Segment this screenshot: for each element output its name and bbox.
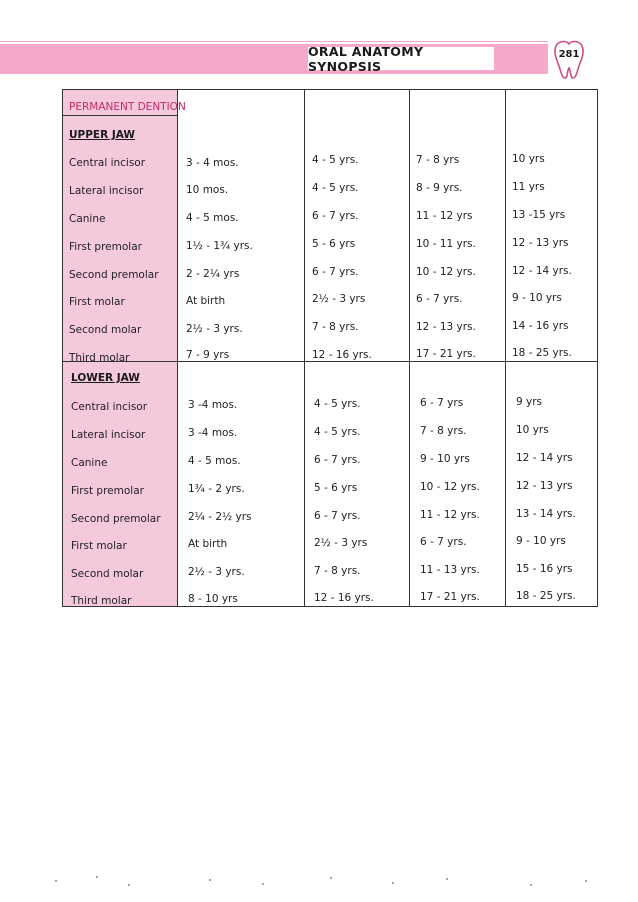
table-cell: At birth [186,295,226,307]
table-cell: 9 - 10 yrs [420,453,470,465]
table-cell: 4 - 5 mos. [188,455,241,467]
table-cell: 7 - 8 yrs. [420,425,467,437]
header-rule [0,41,548,42]
upper-jaw-heading: UPPER JAW [69,129,135,141]
eruption-table [62,89,598,607]
tooth-name: Second molar [69,324,142,336]
table-cell: 17 - 21 yrs. [420,591,480,603]
table-cell: 8 - 10 yrs [188,593,238,605]
scan-speck [262,883,264,885]
scan-speck [96,876,98,878]
table-cell: 17 - 21 yrs. [416,348,476,360]
table-cell: 2½ - 3 yrs [312,293,366,305]
tooth-name: Lateral incisor [69,185,144,197]
table-cell: 3 -4 mos. [188,427,238,439]
tooth-name: First molar [69,296,125,308]
table-cell: 3 -4 mos. [188,399,238,411]
scan-speck [530,884,532,886]
table-cell: 12 - 16 yrs. [312,349,372,361]
table-cell: 11 - 13 yrs. [420,564,480,576]
table-cell: 4 - 5 yrs. [312,154,359,166]
table-cell: 9 - 10 yrs [516,535,566,547]
lower-jaw-heading: LOWER JAW [71,372,140,384]
table-cell: 10 yrs [512,153,545,165]
column-divider [177,90,178,606]
table-cell: 9 yrs [516,396,543,408]
tooth-name: Central incisor [71,401,148,413]
table-cell: 6 - 7 yrs. [420,536,467,548]
title-divider [63,115,177,116]
scan-speck [209,879,211,881]
table-cell: 7 - 8 yrs. [312,321,359,333]
table-cell: 14 - 16 yrs [512,320,569,332]
tooth-name: First premolar [71,485,144,497]
page-number: 281 [558,49,580,60]
scan-speck [330,877,332,879]
table-cell: 6 - 7 yrs. [416,293,463,305]
column-divider [409,90,410,606]
table-cell: 13 -15 yrs [512,209,566,221]
table-cell: 12 - 14 yrs. [512,265,572,277]
header-title-box [308,43,494,74]
table-cell: 2¼ - 2½ yrs [188,511,252,523]
column-divider [505,90,506,606]
tooth-name: Central incisor [69,157,146,169]
table-cell: 5 - 6 yrs [312,238,356,250]
table-cell: 2½ - 3 yrs. [186,323,243,335]
table-cell: 11 yrs [512,181,545,193]
scan-speck [446,878,448,880]
tooth-name: Lateral incisor [71,429,146,441]
table-cell: 10 - 12 yrs. [420,481,480,493]
tooth-name: First molar [71,540,127,552]
table-cell: 5 - 6 yrs [314,482,358,494]
table-cell: 10 - 11 yrs. [416,238,476,250]
table-cell: 7 - 8 yrs. [314,565,361,577]
scan-speck [392,882,394,884]
tooth-name: Canine [69,213,106,225]
table-cell: 7 - 8 yrs [416,154,460,166]
table-cell: 1¾ - 2 yrs. [188,483,245,495]
table-cell: 10 - 12 yrs. [416,266,476,278]
tooth-name: Third molar [69,352,130,364]
table-cell: 13 - 14 yrs. [516,508,576,520]
table-cell: 4 - 5 yrs. [314,398,361,410]
table-cell: 4 - 5 mos. [186,212,239,224]
table-cell: 12 - 13 yrs. [416,321,476,333]
scan-speck [55,880,57,882]
table-cell: 11 - 12 yrs [416,210,473,222]
table-cell: 9 - 10 yrs [512,292,562,304]
table-cell: 11 - 12 yrs. [420,509,480,521]
table-cell: 6 - 7 yrs. [312,266,359,278]
tooth-name: Second molar [71,568,144,580]
column-divider [304,90,305,606]
tooth-icon [548,38,590,82]
table-cell: 15 - 16 yrs [516,563,573,575]
table-title: PERMANENT DENTION [69,101,186,113]
table-cell: 7 - 9 yrs [186,349,230,361]
table-cell: 10 yrs [516,424,549,436]
tooth-name: Second premolar [71,513,161,525]
tooth-name: Third molar [71,595,132,607]
table-cell: 4 - 5 yrs. [312,182,359,194]
table-cell: 18 - 25 yrs. [516,590,576,602]
running-head-title: ORAL ANATOMY SYNOPSIS [308,43,424,74]
scan-speck [585,880,587,882]
table-cell: 1½ - 1¾ yrs. [186,240,253,252]
table-cell: 12 - 13 yrs [516,480,573,492]
table-cell: 2 - 2¼ yrs [186,268,240,280]
table-cell: 3 - 4 mos. [186,157,239,169]
table-cell: 18 - 25 yrs. [512,347,572,359]
table-cell: 10 mos. [186,184,229,196]
table-cell: 6 - 7 yrs. [312,210,359,222]
tooth-name: Second premolar [69,269,159,281]
tooth-name: Canine [71,457,108,469]
table-cell: 2½ - 3 yrs [314,537,368,549]
table-cell: 4 - 5 yrs. [314,426,361,438]
table-cell: 6 - 7 yrs. [314,510,361,522]
table-cell: 6 - 7 yrs. [314,454,361,466]
table-cell: 2½ - 3 yrs. [188,566,245,578]
table-cell: At birth [188,538,228,550]
table-cell: 12 - 13 yrs [512,237,569,249]
table-cell: 12 - 16 yrs. [314,592,374,604]
table-cell: 6 - 7 yrs [420,397,464,409]
scan-speck [128,884,130,886]
table-cell: 12 - 14 yrs [516,452,573,464]
tooth-name: First premolar [69,241,142,253]
table-cell: 8 - 9 yrs. [416,182,463,194]
